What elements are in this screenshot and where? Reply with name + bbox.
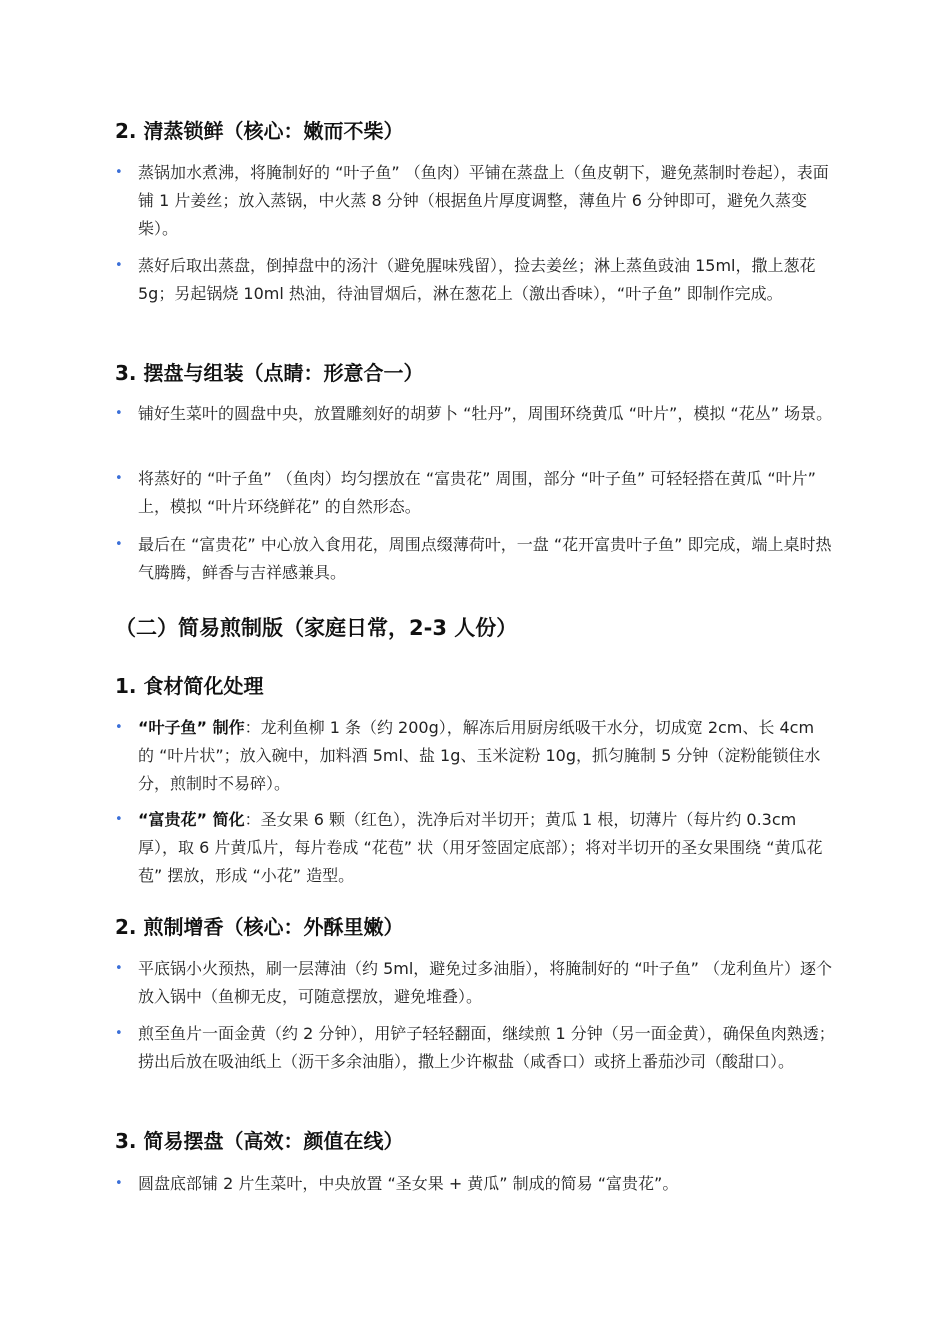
list-item [115,531,835,587]
list-item-lead: “富贵花” 简化 [138,810,245,829]
list-item-text: 平底锅小火预热，刷一层薄油（约 5ml，避免过多油脂），将腌制好的 “叶子鱼” （龙利鱼片）逐个放入锅中（鱼柳无皮，可随意摆放，避免堆叠）。 [138,959,833,1006]
list-item-text [138,714,835,798]
list-item-text: 蒸好后取出蒸盘，倒掉盘中的汤汁（避免腥味残留），捡去姜丝；淋上蒸鱼豉油 15ml，撒上葱花 5g；另起锅烧 10ml 热油，待油冒烟后，淋在葱花上（激出香味），“叶子鱼” 即制作完成。 [138,256,816,303]
list-item [115,806,835,890]
bullet-icon: • [115,471,123,486]
list-item [115,714,835,798]
section-heading-simple-plating: 3. 简易摆盘（高效：颜值在线） [115,1129,404,1153]
section-heading-plating: 3. 摆盘与组装（点睛：形意合一） [115,361,424,385]
section-heading-ingredients: 1. 食材简化处理 [115,674,264,698]
section-heading-steam: 2. 清蒸锁鲜（核心：嫩而不柴） [115,119,404,143]
list-item [115,159,835,243]
list-item-body: ：圣女果 6 颗（红色），洗净后对半切开；黄瓜 1 根，切薄片（每片约 0.3cm 厚），取 6 片黄瓜片，每片卷成 “花苞” 状（用牙签固定底部）；将对半切开的圣女果围绕 “黄瓜花苞” 摆放，形成 “小花” 造型。 [138,810,823,885]
section-heading-frying: 2. 煎制增香（核心：外酥里嫩） [115,915,404,939]
list-item [115,465,835,521]
list-item [115,252,835,308]
list-item-body: ：龙利鱼柳 1 条（约 200g），解冻后用厨房纸吸干水分，切成宽 2cm、长 4cm 的 “叶片状”；放入碗中，加料酒 5ml、盐 1g、玉米淀粉 10g，抓匀腌制 5 分钟（淀粉能锁住水分，煎制时不易碎）。 [138,718,821,793]
list-item-text: 圆盘底部铺 2 片生菜叶，中央放置 “圣女果 + 黄瓜” 制成的简易 “富贵花”。 [138,1174,679,1193]
bullet-icon: • [115,720,123,735]
list-item-text: 将蒸好的 “叶子鱼” （鱼肉）均匀摆放在 “富贵花” 周围，部分 “叶子鱼” 可轻轻搭在黄瓜 “叶片” 上，模拟 “叶片环绕鲜花” 的自然形态。 [138,469,816,516]
list-item-text: 煎至鱼片一面金黄（约 2 分钟），用铲子轻轻翻面，继续煎 1 分钟（另一面金黄），确保鱼肉熟透；捞出后放在吸油纸上（沥干多余油脂），撒上少许椒盐（咸香口）或挤上番茄沙司（酸甜口）。 [138,1024,835,1071]
bullet-icon: • [115,961,123,976]
bullet-icon: • [115,537,123,552]
list-item-text: 铺好生菜叶的圆盘中央，放置雕刻好的胡萝卜 “牡丹”，周围环绕黄瓜 “叶片”，模拟 “花丛” 场景。 [138,404,833,423]
list-item-lead: “叶子鱼” 制作 [138,718,245,737]
list-item-text [138,806,835,890]
list-item-text: 蒸锅加水煮沸，将腌制好的 “叶子鱼” （鱼肉）平铺在蒸盘上（鱼皮朝下，避免蒸制时卷起），表面铺 1 片姜丝；放入蒸锅，中火蒸 8 分钟（根据鱼片厚度调整，薄鱼片 6 分钟即可，避免久蒸变柴）。 [138,163,829,238]
bullet-icon: • [115,1176,123,1191]
bullet-icon: • [115,258,123,273]
bullet-icon: • [115,1026,123,1041]
bullet-icon: • [115,812,123,827]
bullet-icon: • [115,406,123,421]
list-item [115,1020,835,1076]
list-item [115,400,835,428]
part-heading-pan-fried: （二）简易煎制版（家庭日常，2-3 人份） [115,616,518,640]
bullet-icon: • [115,165,123,180]
list-item [115,1170,835,1198]
list-item-text: 最后在 “富贵花” 中心放入食用花，周围点缀薄荷叶，一盘 “花开富贵叶子鱼” 即完成，端上桌时热气腾腾，鲜香与吉祥感兼具。 [138,535,832,582]
list-item [115,955,835,1011]
